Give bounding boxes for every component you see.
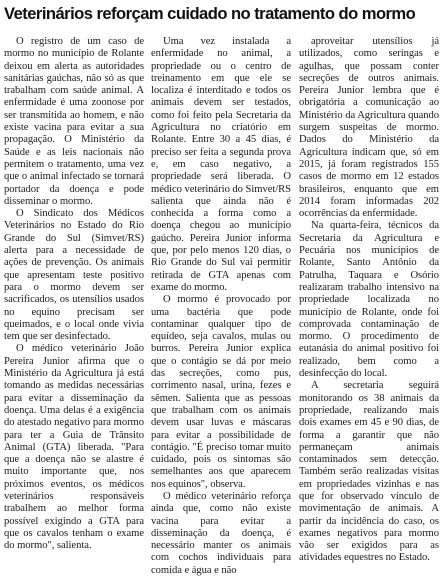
article-column-3	[299, 36, 439, 564]
article-paragraph: O mormo é provocado por uma bactéria que pode contaminar qualquer tipo de equídeo, seja cavalos, mulas ou burros. Pereira Junior explica que o contágio se dá por meio das secreções, como pus, corrimento nasal, urina, fezes e sêmen. Salienta que as pessoas que trabalham com os animais devem usar luvas e máscaras para evitar a possibilidade de contágio. "É preciso tomar muito cuidado, pois os sintomas são semelhantes aos que aparecem nos equinos", observa.	[151, 294, 291, 490]
article-paragraph: Uma vez instalada a enfermidade no animal, a propriedade ou o centro de treinamento em que ele se localiza é interditado e todos os animais devem ser testados, como foi feito pela Secretaria da Agricultura no criatório em Rolante. Entre 30 a 45 dias, é preciso ser feita a segunda prova e, em caso negativo, a propriedade será liberada. O médico veterinário do Simvet/RS salienta que ainda não é conhecida a forma como a doença chegou ao município gaúcho. Pereira Junior informa que, por pelo menos 120 dias, o Rio Grande do Sul vai permitir retirada de GTA apenas com exame do mormo.	[151, 36, 291, 293]
article-paragraph: O Sindicato dos Médicos Veterinários no Estado do Rio Grande do Sul (Simvet/RS) alerta para a necessidade de ações de prevenção. Os animais que apresentam teste positivo para o mormo devem ser sacrificados, os utensílios usados no equino precisam ser queimados, e o local onde vivia tem que ser desinfectado.	[4, 208, 144, 343]
article-headline: Veterinários reforçam cuidado no tratamento do mormo	[4, 4, 416, 23]
article-body	[4, 36, 442, 576]
article-paragraph: Na quarta-feira, técnicos da Secretaria da Agricultura e Pecuária nos municípios de Rolante, Santo Antônio da Patrulha, Taquara e Osório realizaram trabalho intensivo na propriedade localizada no município de Rolante, onde foi comprovada contaminação de mormo. O procedimento de eutanásia do animal positivo foi realizado, bem como a desinfecção do local.	[299, 220, 439, 380]
article-column-1	[4, 36, 144, 552]
article-column-2	[151, 36, 291, 576]
article-paragraph: O médico veterinário João Pereira Junior afirma que o Ministério da Agricultura já está tomando as medidas necessárias para evitar a disseminação da doença. Uma delas é a exigência do atestado negativo para mormo para ter a Guia de Trânsito Animal (GTA) liberada. "Para que a doença não se alastre é muito importante que, nos próximos eventos, os médicos veterinários responsáveis trabalhem ao melhor forma possível exigindo a GTA para que os cavalos tenham o exame do mormo", salienta.	[4, 343, 144, 552]
article-paragraph: O registro de um caso de mormo no município de Rolante deixou em alerta as autoridades sanitárias gaúchas, não só as que trabalham com saúde animal. A enfermidade é uma zoonose por ser transmitida ao homem, e não existe vacina para evitar a sua propagação. O Ministério da Saúde e as leis nacionais não permitem o tratamento, uma vez que o animal infectado se tornará portador da doença e pode disseminar o mormo.	[4, 36, 144, 207]
article-paragraph: O médico veterinário reforça ainda que, como não existe vacina para evitar a disseminação da doença, é necessário manter os animais com cochos individuais para comida e água e não	[151, 490, 291, 576]
article-paragraph: aproveitar utensílios já utilizados, como seringas e agulhas, que possam conter secreções de outros animais. Pereira Junior lembra que é obrigatória a comunicação ao Ministério da Agricultura quando surgem suspeitas de mormo. Dados do Ministério da Agricultura indicam que, só em 2015, já foram registrados 155 casos de mormo em 12 estados brasileiros, enquanto que em 2014 foram informadas 202 ocorrências da enfermidade.	[299, 36, 439, 220]
article-paragraph: A secretaria seguirá monitorando os 38 animais da propriedade, realizando mais dois exames em 45 e 90 dias, de forma a garantir que não permaneçam animais contaminados sem detecção. Também serão realizadas visitas em propriedades vizinhas e nas que for observado vínculo de movimentação de animais. A partir da incidência do caso, os exames negativos para mormo vão ser exigidos para as atividades equestres no Estado.	[299, 380, 439, 564]
